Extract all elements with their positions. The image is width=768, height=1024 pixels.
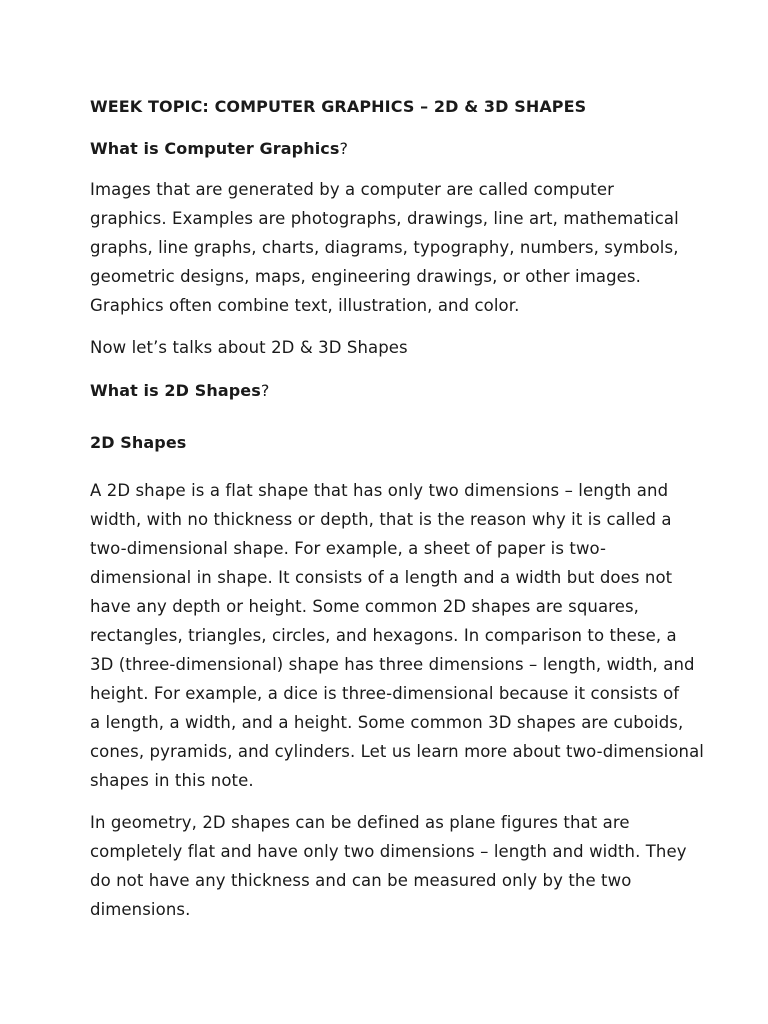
body-line: cones, pyramids, and cylinders. Let us learn more about two-dimensional [90,742,704,761]
section-title: 2D Shapes [90,433,187,452]
question-computer-graphics-text: What is Computer Graphics [90,139,340,158]
week-topic-heading: WEEK TOPIC: COMPUTER GRAPHICS – 2D & 3D SHAPES [90,97,587,116]
body-line: 3D (three-dimensional) shape has three dimensions – length, width, and [90,655,695,674]
body-line: a length, a width, and a height. Some common 3D shapes are cuboids, [90,713,684,732]
body-line: two-dimensional shape. For example, a sheet of paper is two- [90,539,607,558]
geometry-line: completely flat and have only two dimensions – length and width. They [90,842,687,861]
question-computer-graphics [90,139,348,158]
intro-line: Images that are generated by a computer are called computer [90,180,614,199]
question-mark: ? [339,139,349,158]
document-page [90,0,704,1024]
intro-line: graphs, line graphs, charts, diagrams, typography, numbers, symbols, [90,238,679,257]
question-mark: ? [260,381,270,400]
question-2d-shapes [90,381,269,400]
intro-line: Graphics often combine text, illustration, and color. [90,296,520,315]
body-line: rectangles, triangles, circles, and hexagons. In comparison to these, a [90,626,677,645]
intro-line: geometric designs, maps, engineering drawings, or other images. [90,267,641,286]
transition-line: Now let’s talks about 2D & 3D Shapes [90,338,408,357]
intro-line: graphics. Examples are photographs, drawings, line art, mathematical [90,209,679,228]
body-line: A 2D shape is a flat shape that has only two dimensions – length and [90,481,669,500]
body-line: shapes in this note. [90,771,254,790]
body-line: dimensional in shape. It consists of a length and a width but does not [90,568,673,587]
geometry-line: do not have any thickness and can be measured only by the two [90,871,632,890]
body-line: have any depth or height. Some common 2D shapes are squares, [90,597,639,616]
body-line: width, with no thickness or depth, that is the reason why it is called a [90,510,672,529]
geometry-line: dimensions. [90,900,191,919]
body-line: height. For example, a dice is three-dimensional because it consists of [90,684,680,703]
geometry-line: In geometry, 2D shapes can be defined as plane figures that are [90,813,630,832]
question-2d-shapes-text: What is 2D Shapes [90,381,261,400]
